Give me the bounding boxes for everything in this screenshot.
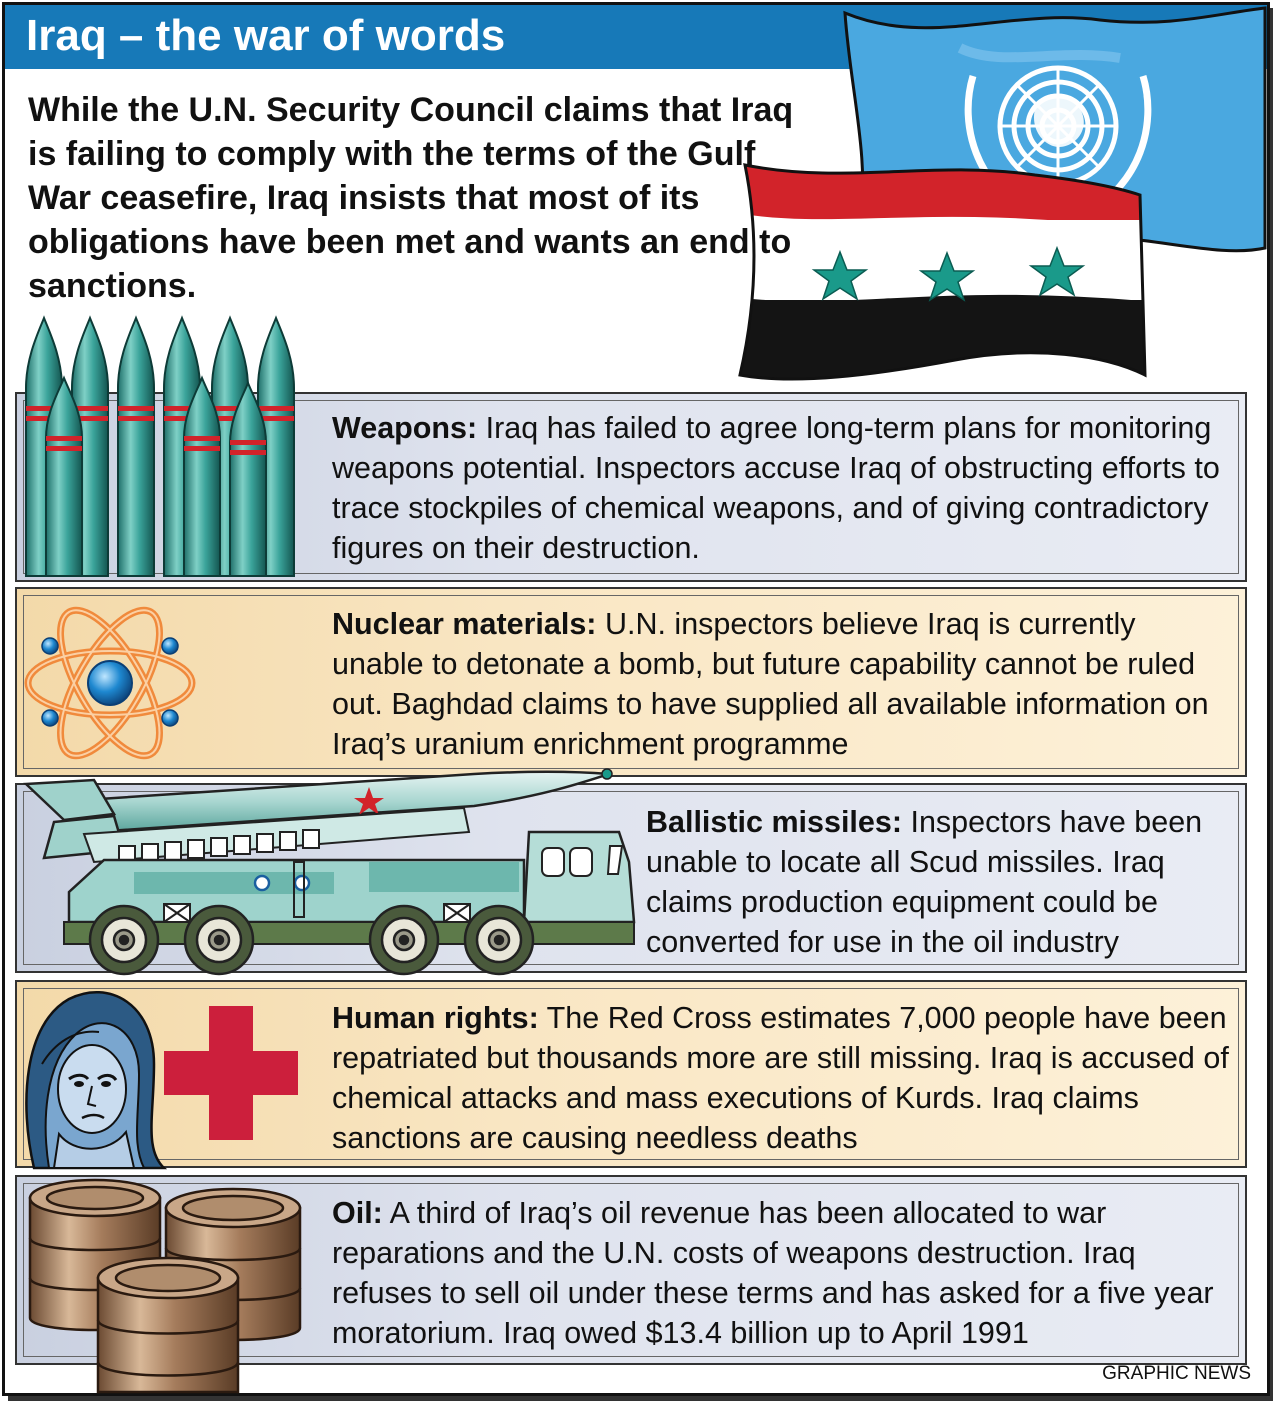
weapons-text: [332, 408, 1232, 568]
atom-icon: [20, 598, 200, 768]
intro-text: While the U.N. Security Council claims that Iraq is failing to comply with the terms of the Gulf War ceasefire, Iraq insists that most of its obligations have been met and wants an end to sanctions.: [28, 91, 794, 305]
missiles-text: [646, 802, 1236, 962]
nuclear-body: U.N. inspectors believe Iraq is currently unable to detonate a bomb, but future capability cannot be ruled out. Baghdad claims to have supplied all available information on Iraq’s uranium enrichment programme: [332, 607, 1209, 761]
credit-label: GRAPHIC NEWS: [1102, 1363, 1251, 1384]
human-rights-text: [332, 998, 1237, 1158]
human-rights-body: The Red Cross estimates 7,000 people have been repatriated but thousands more are still missing. Iraq is accused of chemical attacks and mass executions of Kurds. Iraq claims sanctions are causing needless deaths: [332, 1001, 1229, 1155]
red-cross-icon: [164, 1006, 298, 1140]
oil-heading: Oil:: [332, 1196, 383, 1230]
missiles-heading: Ballistic missiles:: [646, 805, 902, 839]
page-title: Iraq – the war of words: [26, 11, 506, 60]
missile-launcher-icon: [24, 762, 639, 974]
weapons-heading: Weapons:: [332, 411, 478, 445]
oil-body: A third of Iraq’s oil revenue has been allocated to war reparations and the U.N. costs of weapons destruction. Iraq refuses to sell oil under these terms and has asked for a five year moratorium. Iraq owed $13.4 billion up to April 1991: [332, 1196, 1214, 1350]
human-rights-heading: Human rights:: [332, 1001, 539, 1035]
oil-barrels-icon: [8, 1168, 308, 1392]
nuclear-heading: Nuclear materials:: [332, 607, 597, 641]
weapons-body: Iraq has failed to agree long-term plans for monitoring weapons potential. Inspectors accuse Iraq of obstructing efforts to trace stockpiles of chemical weapons, and of giving contradictory figures on their destruction.: [332, 411, 1220, 565]
shells-icon: [18, 318, 298, 580]
missiles-body: Inspectors have been unable to locate all Scud missiles. Iraq claims production equipment could be converted for use in the oil industry: [646, 805, 1203, 959]
nuclear-text: [332, 604, 1232, 764]
oil-text: [332, 1193, 1232, 1353]
woman-portrait-icon: [14, 984, 164, 1168]
